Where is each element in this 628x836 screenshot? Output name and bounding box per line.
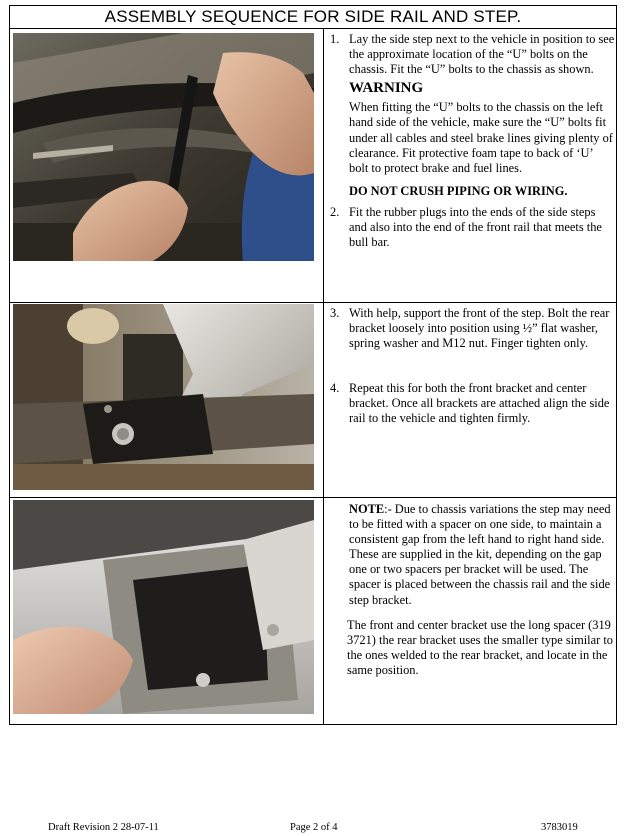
footer-doc-number: 3783019 — [541, 822, 578, 833]
warning-text: When fitting the “U” bolts to the chassis on the left hand side of the vehicle, make sure the “U” bolts fit under all cables and steel brake lines giving plenty of clearance. Fit protective foam tape to back of ‘U’ bolt to protect brake and fuel lines. — [349, 100, 613, 175]
chassis-u-bolt-photo — [13, 33, 314, 261]
row-divider — [10, 302, 616, 303]
step-number: 2. — [330, 204, 340, 219]
instructions-row-1 — [330, 32, 615, 250]
step-number: 3. — [330, 306, 340, 320]
bracket-bolt-photo — [13, 304, 314, 490]
instructions-row-3 — [330, 502, 615, 678]
page-title: ASSEMBLY SEQUENCE FOR SIDE RAIL AND STEP. — [9, 5, 617, 29]
step-number: 1. — [330, 32, 340, 46]
instructions-row-2 — [330, 306, 615, 427]
step-text: With help, support the front of the step. Bolt the rear bracket loosely into position using ½” flat washer, spring washer and M12 nut. Finger tighten only. — [349, 306, 610, 351]
step-1 — [330, 32, 615, 77]
step-number: 4. — [330, 381, 340, 396]
note-label: NOTE — [349, 502, 385, 516]
row-divider — [10, 497, 616, 498]
column-divider — [323, 29, 324, 724]
step-text: Repeat this for both the front bracket and center bracket. Once all brackets are attached align the side rail to the vehicle and tighten firmly. — [349, 381, 610, 426]
step-3 — [330, 306, 615, 351]
step-2 — [330, 205, 615, 250]
note-text: :- Due to chassis variations the step may need to be fitted with a spacer on one side, to maintain a consistent gap from the left hand to right hand side. These are supplied in the kit, depending on the gap one or two spacers per bracket will be used. The spacer is placed between the chassis rail and the side step bracket. — [349, 502, 611, 607]
warning-heading: WARNING — [349, 80, 424, 97]
note-paragraph — [349, 502, 615, 608]
warning-bold-text: DO NOT CRUSH PIPING OR WIRING. — [349, 183, 568, 198]
footer-revision: Draft Revision 2 28-07-11 — [48, 822, 159, 833]
step-4 — [330, 381, 615, 426]
footer-page-number: Page 2 of 4 — [290, 822, 338, 833]
spacer-fitting-photo — [13, 500, 314, 714]
step-text: Fit the rubber plugs into the ends of the side steps and also into the end of the front rail that meets the bull bar. — [349, 204, 602, 250]
step-text: Lay the side step next to the vehicle in position to see the approximate location of the “U” bolts on the chassis. Fit the “U” bolts to the chassis as shown. — [349, 32, 615, 77]
spacer-paragraph: The front and center bracket use the long spacer (319 3721) the rear bracket uses the smaller type similar to the ones welded to the rear bracket, and locate in the same position. — [347, 617, 613, 677]
